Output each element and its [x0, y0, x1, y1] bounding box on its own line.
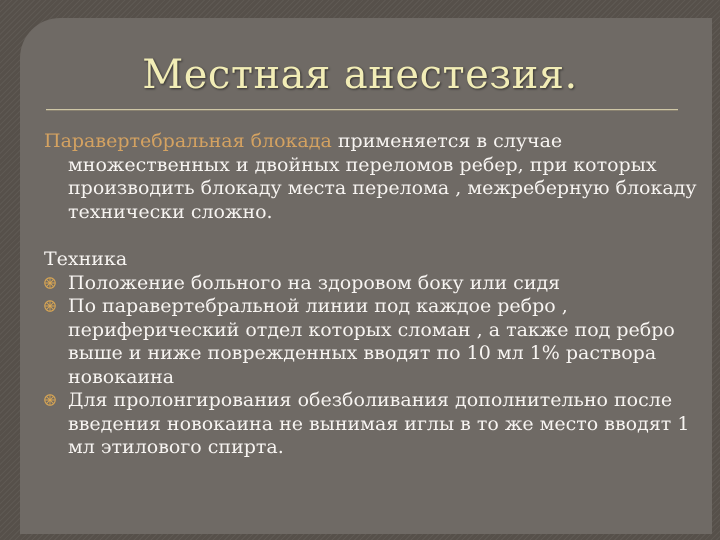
technique-list	[44, 272, 704, 460]
list-item	[44, 295, 704, 389]
bullet-icon	[44, 300, 56, 312]
list-item	[44, 272, 704, 296]
list-item-text: Для пролонгирования обезболивания дополнительно после введения новокаина не вынимая иглы в то же место вводят 1 мл этилового спирта.	[68, 389, 690, 458]
slide-title: Местная анестезия.	[142, 52, 578, 98]
intro-paragraph	[44, 130, 704, 224]
list-item	[44, 389, 704, 460]
technique-heading: Техника	[44, 248, 128, 270]
slide-content	[44, 130, 704, 460]
intro-text: применяется в случае множественных и двойных переломов ребер, при которых производить блокаду места перелома , межреберную блокаду технически сложно.	[68, 130, 697, 223]
bullet-icon	[44, 394, 56, 406]
list-item-text: По паравертебральной линии под каждое ребро , периферический отдел которых сломан , а также под ребро выше и ниже поврежденных вводят по 10 мл 1% раствора новокаина	[68, 295, 675, 388]
highlighted-term: Паравертебральная блокада	[44, 130, 332, 152]
title-divider	[46, 109, 678, 111]
list-item-text: Положение больного на здоровом боку или сидя	[68, 271, 561, 294]
bullet-icon	[44, 277, 56, 289]
